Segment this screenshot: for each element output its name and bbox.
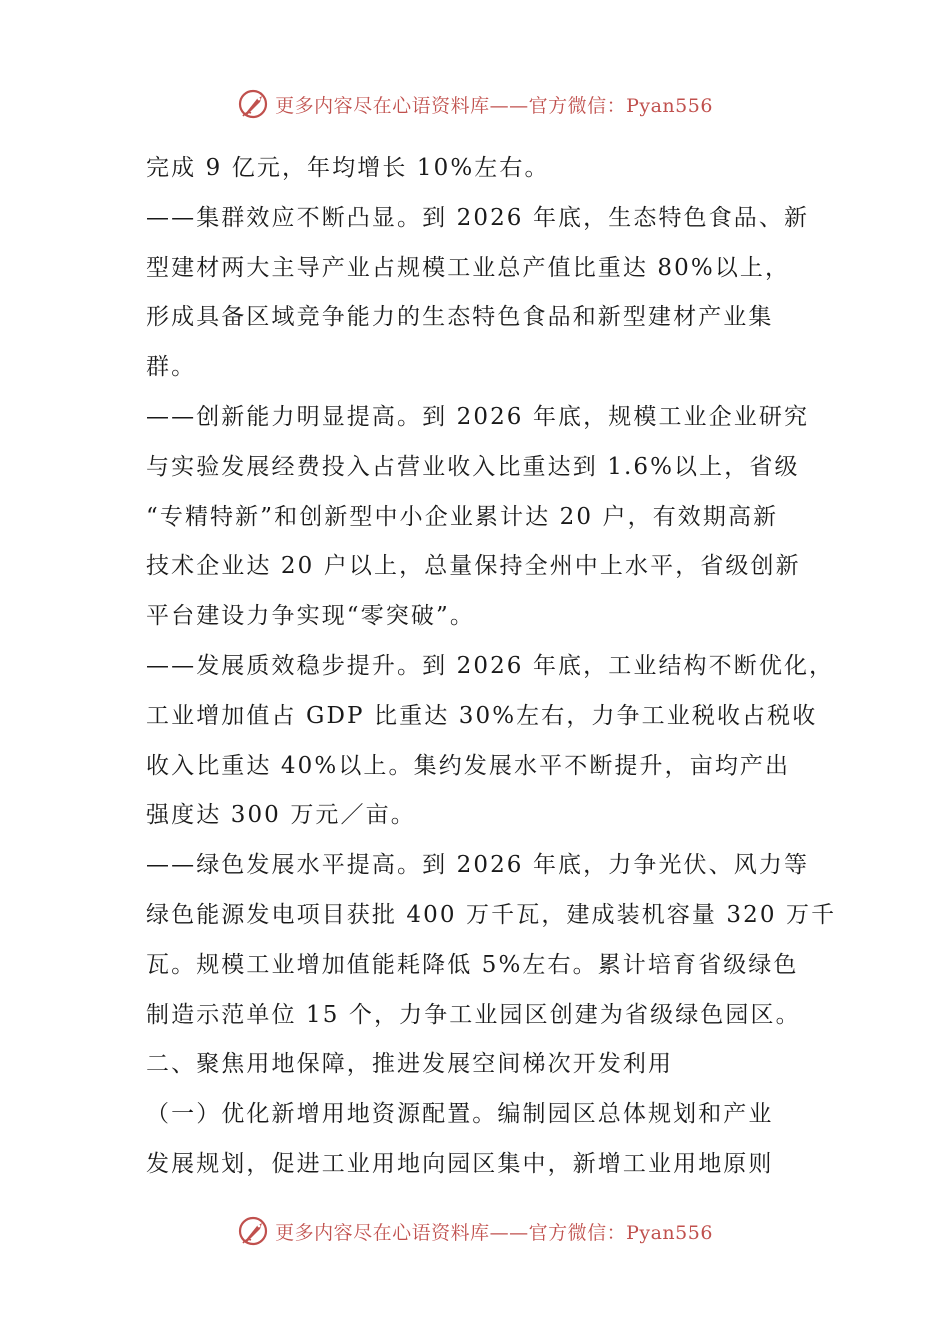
pen-nib-logo-icon [237, 87, 271, 121]
text-line: 强度达 300 万元／亩。 [146, 802, 416, 829]
footer-banner-text: 更多内容尽在心语资料库——官方微信：Pyan556 [275, 1221, 713, 1244]
text-line: 绿色能源发电项目获批 400 万千瓦，建成装机容量 320 万千 [146, 901, 837, 928]
text-line: 瓦。规模工业增加值能耗降低 5%左右。累计培育省级绿色 [146, 951, 799, 978]
text-line: 制造示范单位 15 个，力争工业园区创建为省级绿色园区。 [146, 1001, 801, 1028]
text-line: 完成 9 亿元，年均增长 10%左右。 [146, 155, 550, 181]
text-line: “专精特新”和创新型中小企业累计达 20 户，有效期高新 [146, 503, 779, 530]
text-line: 平台建设力争实现“零突破”。 [146, 603, 475, 630]
text-line: ——创新能力明显提高。到 2026 年底，规模工业企业研究 [146, 403, 810, 430]
text-line: 与实验发展经费投入占营业收入比重达到 1.6%以上，省级 [146, 453, 800, 480]
text-line: （一）优化新增用地资源配置。编制园区总体规划和产业 [146, 1101, 774, 1128]
text-line: 形成具备区域竞争能力的生态特色食品和新型建材产业集 [146, 304, 774, 331]
text-line: ——集群效应不断凸显。到 2026 年底，生态特色食品、新 [146, 204, 810, 231]
document-body [146, 144, 837, 1190]
text-line: 收入比重达 40%以上。集约发展水平不断提升，亩均产出 [146, 752, 791, 779]
header-banner [0, 84, 950, 124]
text-line: 工业增加值占 GDP 比重达 30%左右，力争工业税收占税收 [146, 702, 818, 729]
header-banner-text: 更多内容尽在心语资料库——官方微信：Pyan556 [275, 94, 713, 117]
text-line: 技术企业达 20 户以上，总量保持全州中上水平，省级创新 [146, 553, 801, 580]
text-line: 发展规划，促进工业用地向园区集中，新增工业用地原则 [146, 1150, 774, 1177]
pen-nib-logo-icon [237, 1214, 271, 1248]
text-line: 型建材两大主导产业占规模工业总产值比重达 80%以上， [146, 254, 791, 281]
footer-banner [0, 1211, 950, 1251]
section-heading: 二、聚焦用地保障，推进发展空间梯次开发利用 [146, 1051, 674, 1078]
text-line: ——发展质效稳步提升。到 2026 年底，工业结构不断优化， [146, 652, 835, 679]
text-line: ——绿色发展水平提高。到 2026 年底，力争光伏、风力等 [146, 852, 810, 879]
text-line: 群。 [146, 354, 197, 381]
